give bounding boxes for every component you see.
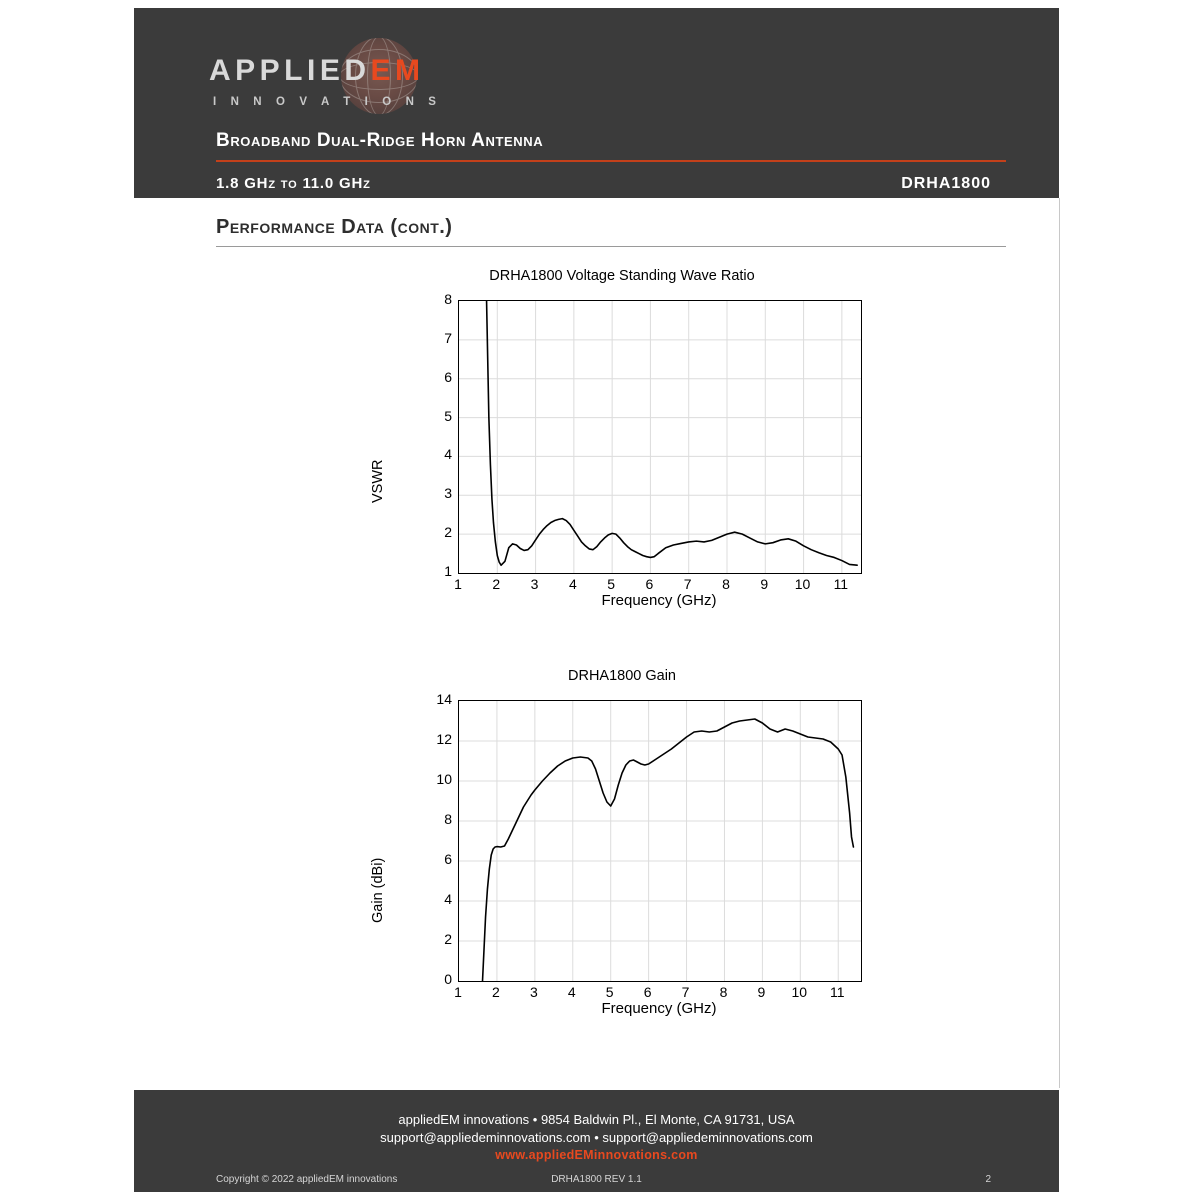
chart-vswr-title: DRHA1800 Voltage Standing Wave Ratio bbox=[489, 268, 755, 284]
footer-website[interactable]: www.appliedEMinnovations.com bbox=[495, 1148, 698, 1162]
header-divider bbox=[216, 160, 1006, 162]
y-tick-label: 3 bbox=[444, 485, 452, 502]
x-tick-label: 1 bbox=[454, 984, 462, 1000]
x-tick-label: 6 bbox=[643, 984, 652, 1000]
y-tick-label: 4 bbox=[444, 446, 452, 463]
x-tick-label: 1 bbox=[454, 576, 462, 592]
logo-wordmark-em: EM bbox=[370, 54, 425, 87]
footer-copyright: Copyright © 2022 appliedEM innovations bbox=[216, 1174, 398, 1185]
y-tick-label: 6 bbox=[444, 368, 452, 385]
y-tick-label: 1 bbox=[444, 563, 452, 579]
section-title: Performance Data (cont.) bbox=[216, 216, 453, 238]
logo-tagline: I N N O V A T I O N S bbox=[213, 96, 442, 108]
chart-vswr-ylabel: VSWR bbox=[370, 459, 386, 503]
x-tick-label: 8 bbox=[719, 984, 728, 1000]
model-number: DRHA1800 bbox=[901, 175, 991, 192]
x-tick-label: 11 bbox=[833, 576, 849, 592]
y-tick-label: 6 bbox=[444, 851, 452, 867]
footer-meta bbox=[134, 1174, 1059, 1192]
x-tick-label: 8 bbox=[722, 576, 730, 592]
x-tick-label: 3 bbox=[530, 576, 539, 592]
section-divider bbox=[216, 246, 1006, 247]
y-tick-label: 4 bbox=[444, 891, 452, 907]
x-tick-label: 3 bbox=[529, 984, 538, 1000]
x-tick-label: 11 bbox=[829, 984, 845, 1000]
chart-gain-title: DRHA1800 Gain bbox=[568, 668, 676, 684]
y-tick-label: 2 bbox=[444, 524, 452, 541]
logo-wordmark bbox=[209, 54, 509, 88]
y-tick-label: 2 bbox=[444, 931, 452, 947]
x-tick-label: 7 bbox=[681, 984, 690, 1000]
y-tick-label: 12 bbox=[436, 731, 452, 747]
y-tick-label: 8 bbox=[444, 291, 452, 307]
x-tick-label: 9 bbox=[760, 576, 769, 592]
x-tick-label: 4 bbox=[567, 984, 576, 1000]
chart-svg bbox=[459, 301, 861, 573]
product-title: Broadband Dual-Ridge Horn Antenna bbox=[216, 130, 544, 151]
page-footer bbox=[134, 1090, 1059, 1192]
footer-address: appliedEM innovations • 9854 Baldwin Pl., El Monte, CA 91731, USA bbox=[398, 1112, 795, 1127]
x-tick-label: 6 bbox=[645, 576, 654, 592]
chart-vswr bbox=[362, 268, 882, 608]
chart-vswr-xlabel: Frequency (GHz) bbox=[601, 592, 717, 609]
x-tick-label: 2 bbox=[492, 576, 501, 592]
x-tick-label: 10 bbox=[791, 984, 808, 1000]
chart-data-line bbox=[483, 719, 854, 981]
x-tick-label: 5 bbox=[605, 984, 614, 1000]
page-header bbox=[134, 8, 1059, 198]
chart-data-line bbox=[487, 301, 858, 565]
chart-gain-ylabel: Gain (dBi) bbox=[370, 857, 386, 923]
y-tick-label: 7 bbox=[444, 329, 452, 346]
y-tick-label: 10 bbox=[436, 771, 452, 787]
chart-gain-xlabel: Frequency (GHz) bbox=[601, 1000, 717, 1017]
x-tick-label: 5 bbox=[607, 576, 616, 592]
chart-svg bbox=[459, 701, 861, 981]
footer-revision: DRHA1800 REV 1.1 bbox=[551, 1174, 642, 1185]
x-tick-label: 10 bbox=[794, 576, 811, 592]
company-logo bbox=[209, 36, 509, 126]
y-tick-label: 14 bbox=[436, 691, 452, 707]
frequency-range: 1.8 GHz to 11.0 GHz bbox=[216, 175, 371, 192]
y-tick-label: 5 bbox=[444, 407, 452, 424]
footer-page-number: 2 bbox=[985, 1174, 991, 1185]
logo-wordmark-applied: APPLIED bbox=[209, 54, 371, 87]
page-content bbox=[134, 198, 1060, 1088]
chart-vswr-plot-area bbox=[458, 300, 862, 574]
chart-gain-plot-area bbox=[458, 700, 862, 982]
chart-gain bbox=[362, 668, 882, 1028]
x-tick-label: 4 bbox=[568, 576, 577, 592]
x-tick-label: 7 bbox=[683, 576, 692, 592]
footer-emails: support@appliedeminnovations.com • support@appliedeminnovations.com bbox=[380, 1130, 813, 1145]
x-tick-label: 2 bbox=[492, 984, 500, 1000]
y-tick-label: 8 bbox=[444, 811, 452, 827]
x-tick-label: 9 bbox=[757, 984, 766, 1000]
y-tick-label: 0 bbox=[444, 971, 452, 987]
